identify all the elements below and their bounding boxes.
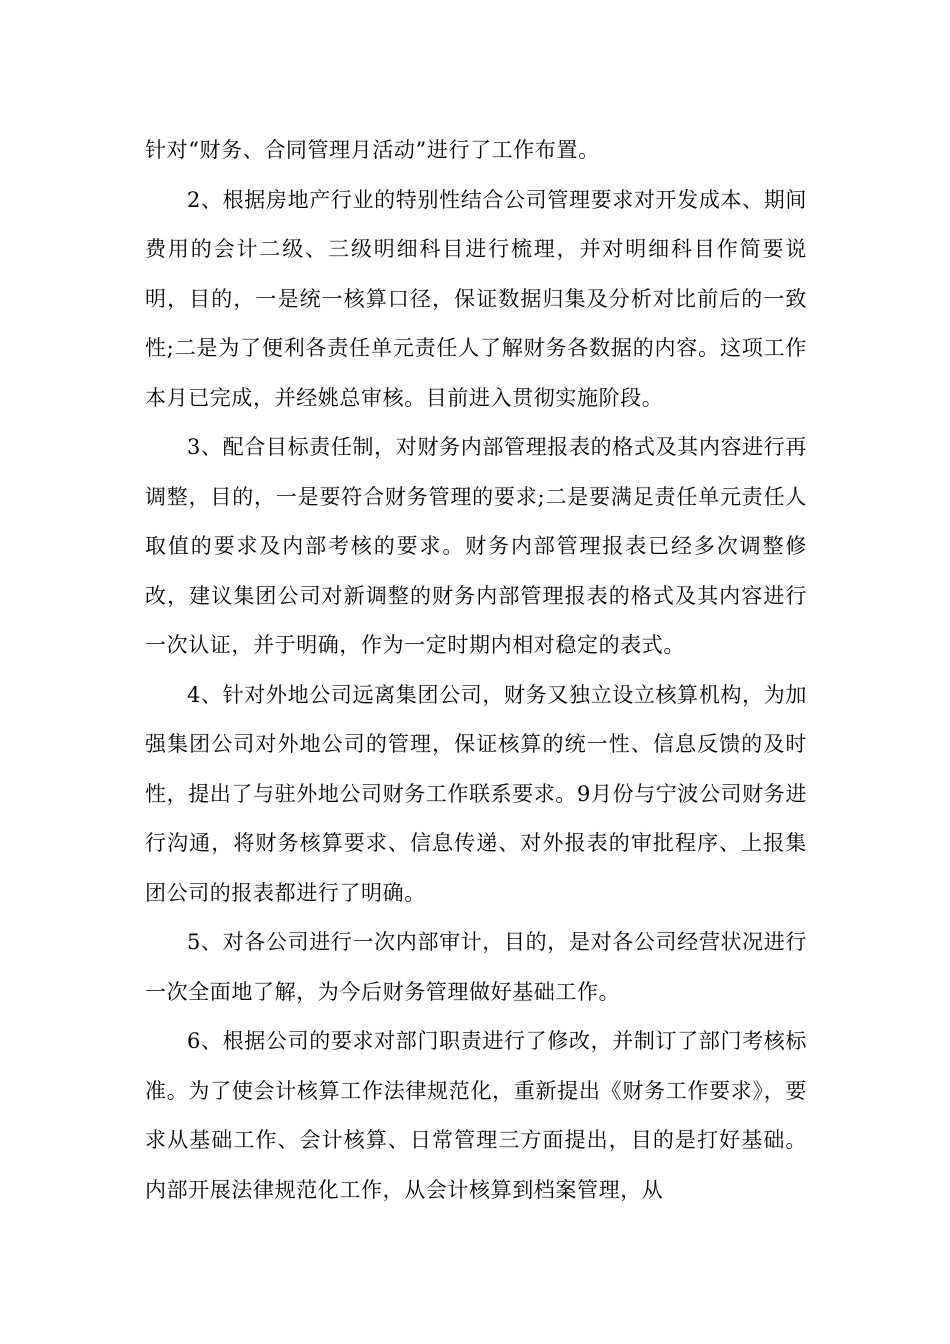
paragraph-item-6: 6、根据公司的要求对部门职责进行了修改，并制订了部门考核标准。为了使会计核算工作法律规范化，重新提出《财务工作要求》，要求从基础工作、会计核算、日常管理三方面提出，目的是打好基础。内部开展法律规范化工作，从会计核算到档案管理，从 [145,1029,807,1202]
paragraph-item-4: 4、针对外地公司远离集团公司，财务又独立设立核算机构，为加强集团公司对外地公司的管理，保证核算的统一性、信息反馈的及时性，提出了与驻外地公司财务工作联系要求。9月份与宁波公司财务进行沟通，将财务核算要求、信息传递、对外报表的审批程序、上报集团公司的报表都进行了明确。 [145,682,807,905]
paragraph-item-3: 3、配合目标责任制，对财务内部管理报表的格式及其内容进行再调整，目的，一是要符合财务管理的要求;二是要满足责任单元责任人取值的要求及内部考核的要求。财务内部管理报表已经多次调整修改，建议集团公司对新调整的财务内部管理报表的格式及其内容进行一次认证，并于明确，作为一定时期内相对稳定的表式。 [145,435,807,657]
paragraph-item-5: 5、对各公司进行一次内部审计，目的，是对各公司经营状况进行一次全面地了解，为今后财务管理做好基础工作。 [145,930,807,1004]
document-body [145,126,807,1215]
paragraph-item-2: 2、根据房地产行业的特别性结合公司管理要求对开发成本、期间费用的会计二级、三级明细科目进行梳理，并对明细科目作简要说明，目的，一是统一核算口径，保证数据归集及分析对比前后的一致性;二是为了便利各责任单元责任人了解财务各数据的内容。这项工作本月已完成，并经姚总审核。目前进入贯彻实施阶段。 [145,187,807,410]
paragraph-continuation: 针对“财务、合同管理月活动”进行了工作布置。 [145,138,600,162]
